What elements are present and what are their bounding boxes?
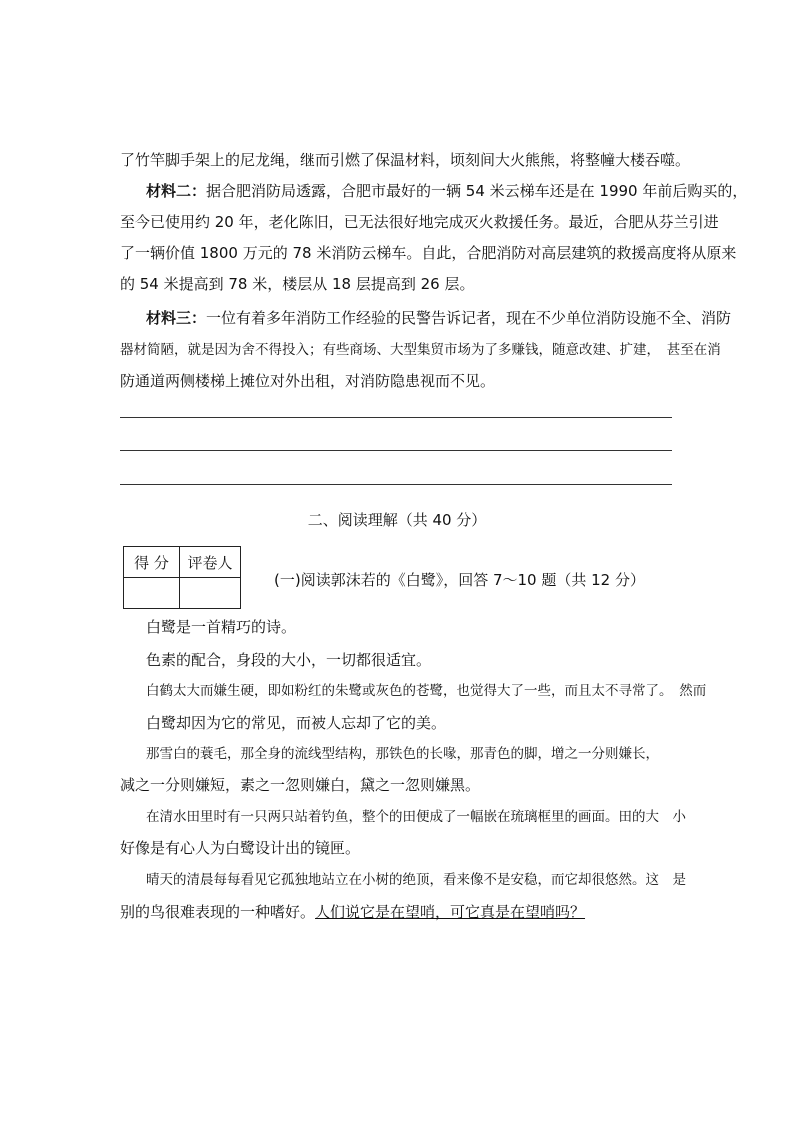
passage-p4: 白鹭却因为它的常见，而被人忘却了它的美。 (146, 714, 447, 732)
passage-p8: 好像是有心人为白鹭设计出的镜匣。 (120, 839, 361, 857)
material-three-line (146, 308, 731, 328)
underlined-question: 人们说它是在望哨，可它真是在望哨吗？ (315, 903, 586, 921)
text-line-1: 了竹竿脚手架上的尼龙绳，继而引燃了保温材料，顷刻间大火熊熊，将整幢大楼吞噬。 (120, 151, 691, 169)
text-line-8: 防通道两侧楼梯上摊位对外出租，对消防隐患视而不见。 (120, 372, 496, 390)
material-two-text: 据合肥消防局透露，合肥市最好的一辆 54 米云梯车还是在 1990 年前后购买的， (206, 182, 748, 200)
passage-p10 (120, 902, 585, 922)
question-intro: (一)阅读郭沫若的《白鹭》，回答 7～10 题（共 12 分） (274, 571, 645, 589)
material-three-label: 材料三： (146, 309, 207, 327)
passage-p6: 减之一分则嫌短，素之一忽则嫌白，黛之一忽则嫌黑。 (120, 776, 481, 794)
material-three-text: 一位有着多年消防工作经验的民警告诉记者，现在不少单位消防设施不全、消防 (206, 309, 732, 327)
material-two-line (146, 181, 747, 201)
text-line-3: 至今已使用约 20 年，老化陈旧，已无法很好地完成灭火救援任务。最近，合肥从芬兰引进 (120, 213, 719, 231)
score-header: 得 分 (124, 547, 180, 578)
passage-p5: 那雪白的蓑毛，那全身的流线型结构，那铁色的长喙，那青色的脚，增之一分则嫌长， (146, 746, 659, 762)
text-line-7: 器材简陋，就是因为舍不得投入；有些商场、大型集贸市场为了多赚钱，随意改建、扩建， 甚至在消 (120, 342, 721, 358)
grader-cell (180, 578, 241, 609)
passage-p7: 在清水田里时有一只两只站着钓鱼，整个的田便成了一幅嵌在琉璃框里的画面。田的大 小 (146, 809, 686, 825)
grader-header: 评卷人 (180, 547, 241, 578)
answer-line-3 (120, 484, 672, 485)
text-line-5: 的 54 米提高到 78 米，楼层从 18 层提高到 26 层。 (120, 275, 475, 293)
passage-p1: 白鹭是一首精巧的诗。 (146, 618, 297, 636)
passage-p3: 白鹤太大而嫌生硬，即如粉红的朱鹭或灰色的苍鹭，也觉得大了一些，而且太不寻常了。 然而 (146, 683, 707, 699)
passage-p9: 晴天的清晨每每看见它孤独地站立在小树的绝顶，看来像不是安稳，而它却很悠然。这 是 (146, 872, 686, 888)
passage-p10-text: 别的鸟很难表现的一种嗜好。 (120, 903, 316, 921)
score-table (123, 546, 241, 609)
answer-line-2 (120, 450, 672, 451)
answer-line-1 (120, 417, 672, 418)
section-title: 二、阅读理解（共 40 分） (307, 511, 487, 529)
passage-p2: 色素的配合，身段的大小，一切都很适宜。 (146, 651, 432, 669)
score-cell (124, 578, 180, 609)
material-two-label: 材料二： (146, 182, 207, 200)
text-line-4: 了一辆价值 1800 万元的 78 米消防云梯车。自此，合肥消防对高层建筑的救援高度将从原来 (120, 244, 737, 262)
